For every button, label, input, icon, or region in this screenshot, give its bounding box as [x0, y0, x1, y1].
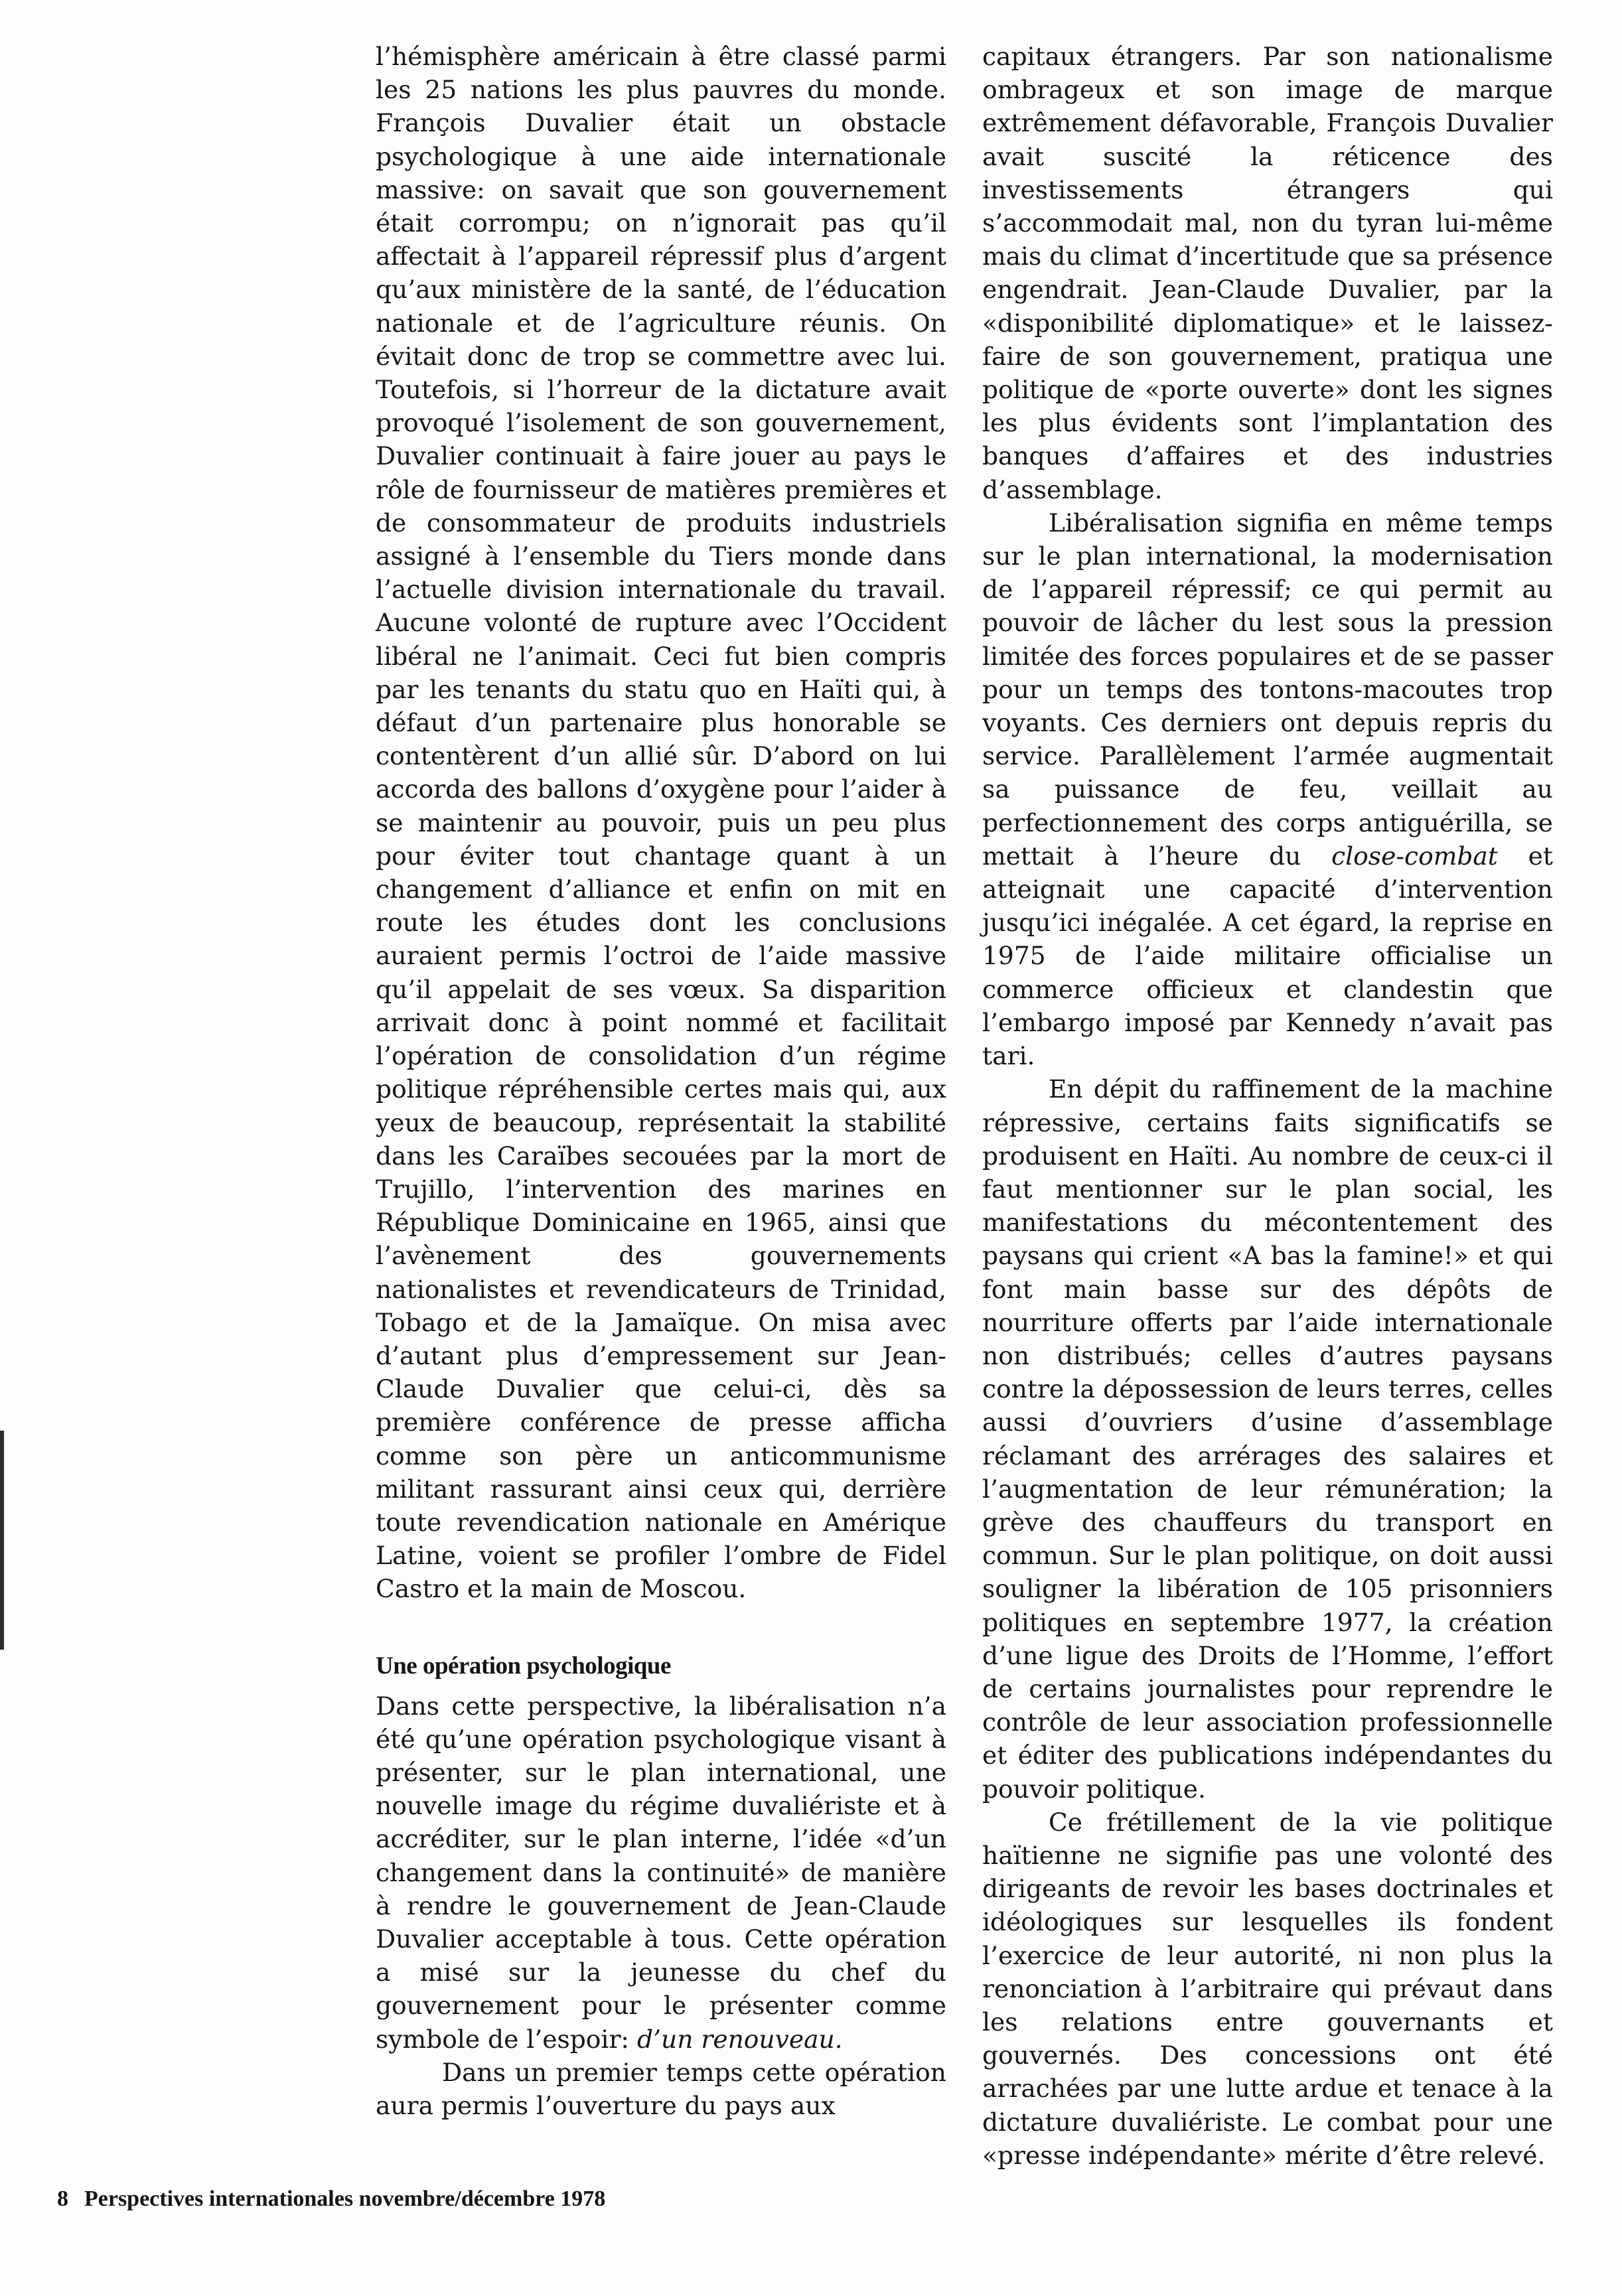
- italic-phrase: d’un renouveau.: [637, 2024, 843, 2054]
- paragraph: l’hémisphère américain à être classé parmi les 25 nations les plus pauvres du monde. François Duvalier était un obstacle psychologique à une aide internationale massive: on savait que son gouvernement était corrompu; on n’ignorait pas qu’il affectait à l’appareil répressif plus d’argent qu’aux ministère de la santé, de l’éducation nationale et de l’agriculture réunis. On évitait donc de trop se commettre avec lui. Toutefois, si l’horreur de la dictature avait provoqué l’isolement de son gouvernement, Duvalier continuait à faire jouer au pays le rôle de fournisseur de matières premières et de consommateur de produits industriels assigné à l’ensemble du Tiers monde dans l’actuelle division internationale du travail. Aucune volonté de rupture avec l’Occident libéral ne l’animait. Ceci fut bien compris par les tenants du statu quo en Haïti qui, à défaut d’un partenaire plus honorable se contentèrent d’un allié sûr. D’abord on lui accorda des ballons d’oxygène pour l’aider à se maintenir au pouvoir, puis un peu plus pour éviter tout chantage quant à un changement d’alliance et enfin on mit en route les études dont les conclusions auraient permis l’octroi de l’aide massive qu’il appelait de ses vœux. Sa disparition arrivait donc à point nommé et facilitait l’opération de consolidation d’un régime politique répréhensible certes mais qui, aux yeux de beaucoup, représentait la stabilité dans les Caraïbes secouées par la mort de Trujillo, l’intervention des marines en République Dominicaine en 1965, ainsi que l’avènement des gouvernements nationalistes et revendicateurs de Trinidad, Tobago et de la Jamaïque. On misa avec d’autant plus d’empressement sur Jean-Claude Duvalier que celui-ci, dès sa première conférence de presse afficha comme son père un anticommunisme militant rassurant ainsi ceux qui, derrière toute revendication nationale en Amérique Latine, voient se profiler l’ombre de Fidel Castro et la main de Moscou.: [376, 42, 946, 1604]
- right-column: [982, 40, 1553, 2172]
- paragraph: Dans un premier temps cette opération aura permis l’ouverture du pays aux: [376, 2057, 946, 2120]
- paragraph-text: Libéralisation signifia en même temps sur le plan international, la modernisation de l’appareil répressif; ce qui permit au pouvoir de lâcher du lest sous la pression limitée des forces populaires et de se passer pour un temps des tontons-macoutes trop voyants. Ces derniers ont depuis repris du service. Parallèlement l’armée augmentait sa puissance de feu, veillait au perfectionnement des corps antiguérilla, se mettait à l’heure du: [982, 508, 1553, 871]
- publication-info: Perspectives internationales novembre/décembre 1978: [84, 2187, 606, 2211]
- paragraph: En dépit du raffinement de la machine répressive, certains faits significatifs se produisent en Haïti. Au nombre de ceux-ci il faut mentionner sur le plan social, les manifestations du mécontentement des paysans qui crient «A bas la famine!» et qui font main basse sur des dépôts de nourriture offerts par l’aide internationale non distribués; celles d’autres paysans contre la dépossession de leurs terres, celles aussi d’ouvriers d’usine d’assemblage réclamant des arrérages des salaires et l’augmentation de leur rémunération; la grève des chauffeurs du transport en commun. Sur le plan politique, on doit aussi souligner la libération de 105 prisonniers politiques en septembre 1977, la création d’une ligue des Droits de l’Homme, l’effort de certains journalistes pour reprendre le contrôle de leur association professionnelle et éditer des publications indépendantes du pouvoir politique.: [982, 1074, 1553, 1804]
- section-subheading: Une opération psychologique: [376, 1652, 671, 1680]
- page-footer: [57, 2186, 605, 2212]
- page-number: 8: [57, 2187, 68, 2211]
- paragraph-text: Dans cette perspective, la libéralisation n’a été qu’une opération psychologique visant à présenter, sur le plan international, une nouvelle image du régime duvaliériste et à accréditer, sur le plan interne, l’idée «d’un changement dans la continuité» de manière à rendre le gouvernement de Jean-Claude Duvalier acceptable à tous. Cette opération a misé sur la jeunesse du chef du gouvernement pour le présenter comme symbole de l’espoir:: [376, 1691, 946, 2054]
- italic-phrase: close-combat: [1331, 841, 1498, 871]
- page-edge-mark: [0, 1431, 4, 1650]
- paragraph: [376, 1689, 946, 2056]
- left-column: [376, 40, 946, 2122]
- paragraph: [982, 506, 1553, 1072]
- paragraph-text: et atteignait une capacité d’intervention jusqu’ici inégalée. A cet égard, la reprise en 1975 de l’aide militaire officialise un commerce officieux et clandestin que l’embargo imposé par Kennedy n’avait pas tari.: [982, 841, 1553, 1071]
- paragraph: Ce frétillement de la vie politique haïtienne ne signifie pas une volonté des dirigeants de revoir les bases doctrinales et idéologiques sur lesquelles ils fondent l’exercice de leur autorité, ni non plus la renonciation à l’arbitraire qui prévaut dans les relations entre gouvernants et gouvernés. Des concessions ont été arrachées par une lutte ardue et tenace à la dictature duvaliériste. Le combat pour une «presse indépendante» mérite d’être relevé.: [982, 1807, 1553, 2170]
- paragraph: capitaux étrangers. Par son nationalisme ombrageux et son image de marque extrêmement défavorable, François Duvalier avait suscité la réticence des investissements étrangers qui s’accommodait mal, non du tyran lui-même mais du climat d’incertitude que sa présence engendrait. Jean-Claude Duvalier, par la «disponibilité diplomatique» et le laissez-faire de son gouvernement, pratiqua une politique de «porte ouverte» dont les signes les plus évidents sont l’implantation des banques d’affaires et des industries d’assemblage.: [982, 42, 1553, 504]
